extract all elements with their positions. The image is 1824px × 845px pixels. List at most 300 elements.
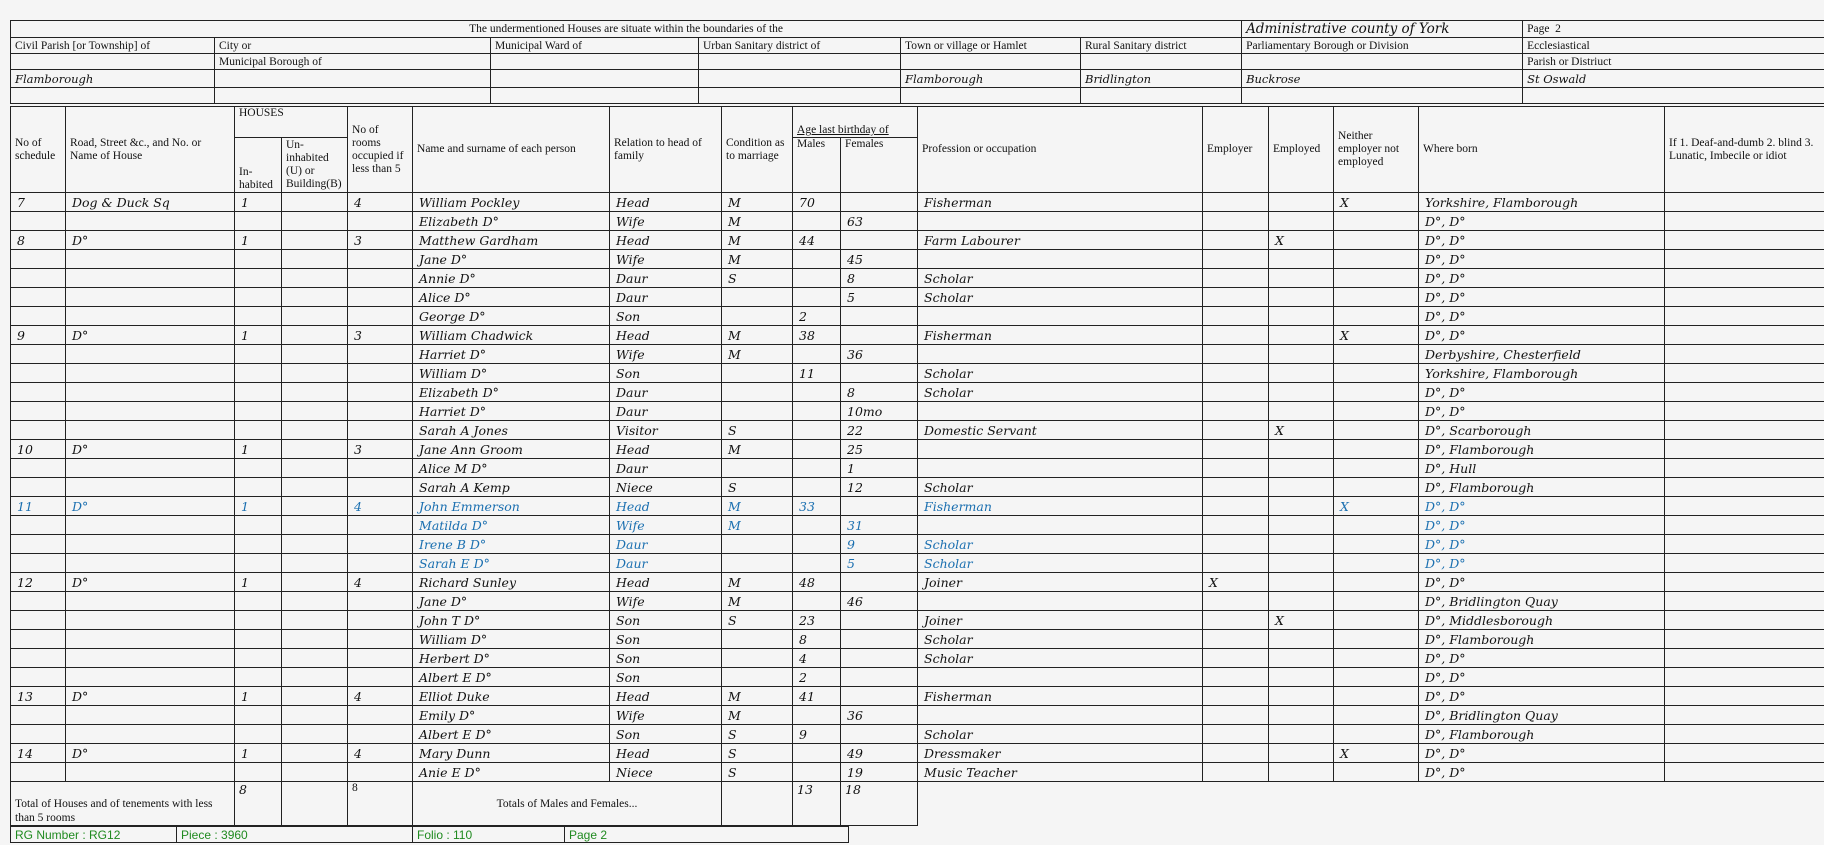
cell-rel: Son <box>610 668 722 687</box>
cell-inf <box>1665 326 1824 345</box>
cell-emp <box>1203 687 1269 706</box>
cell-born: D°, D° <box>1419 497 1665 516</box>
table-row <box>11 763 1824 782</box>
cell-cond <box>722 364 793 383</box>
cell-female <box>841 630 918 649</box>
cell-born: D°, Middlesborough <box>1419 611 1665 630</box>
totals-rooms: 8 <box>348 782 413 826</box>
cell-male: 38 <box>793 326 841 345</box>
cell-name: John T D° <box>413 611 610 630</box>
table-row <box>11 535 1824 554</box>
col-schedule: No of schedule <box>11 107 66 193</box>
cell-sched <box>11 763 66 782</box>
totals-houses-label: Total of Houses and of tenements with less than 5 rooms <box>11 782 235 826</box>
cell-cond: M <box>722 592 793 611</box>
cell-male: 41 <box>793 687 841 706</box>
cell-emp <box>1203 250 1269 269</box>
cell-emp <box>1203 611 1269 630</box>
cell-born: D°, D° <box>1419 649 1665 668</box>
cell-inh <box>235 611 282 630</box>
table-row <box>11 611 1824 630</box>
cell-female <box>841 611 918 630</box>
cell-female <box>841 649 918 668</box>
cell-rel: Head <box>610 573 722 592</box>
cell-female <box>841 497 918 516</box>
cell-name: Anie E D° <box>413 763 610 782</box>
cell-uninh <box>282 326 348 345</box>
value-civil-parish: Flamborough <box>11 70 215 88</box>
cell-rooms <box>348 554 413 573</box>
cell-rooms <box>348 288 413 307</box>
cell-road <box>66 535 235 554</box>
cell-sched: 10 <box>11 440 66 459</box>
cell-neither: X <box>1334 193 1419 212</box>
cell-sched: 7 <box>11 193 66 212</box>
cell-rel: Head <box>610 231 722 250</box>
cell-inf <box>1665 402 1824 421</box>
cell-female <box>841 307 918 326</box>
cell-inh: 1 <box>235 687 282 706</box>
cell-empd <box>1269 288 1334 307</box>
cell-name: Richard Sunley <box>413 573 610 592</box>
cell-road <box>66 478 235 497</box>
cell-born: D°, D° <box>1419 668 1665 687</box>
cell-female: 5 <box>841 554 918 573</box>
cell-road <box>66 459 235 478</box>
cell-emp <box>1203 440 1269 459</box>
cell-road: D° <box>66 497 235 516</box>
cell-female: 19 <box>841 763 918 782</box>
cell-empd <box>1269 744 1334 763</box>
label-parliamentary: Parliamentary Borough or Division <box>1242 38 1523 54</box>
cell-cond: M <box>722 212 793 231</box>
cell-inf <box>1665 269 1824 288</box>
cell-empd <box>1269 269 1334 288</box>
cell-male: 70 <box>793 193 841 212</box>
footer-rg: RG Number : RG12 <box>11 827 177 843</box>
cell-empd <box>1269 649 1334 668</box>
header-title: The undermentioned Houses are situate within the boundaries of the <box>11 21 1242 38</box>
cell-inf <box>1665 649 1824 668</box>
cell-female: 5 <box>841 288 918 307</box>
cell-male <box>793 440 841 459</box>
cell-inh <box>235 535 282 554</box>
cell-neither <box>1334 668 1419 687</box>
cell-inf <box>1665 630 1824 649</box>
cell-inf <box>1665 193 1824 212</box>
cell-name: Sarah A Kemp <box>413 478 610 497</box>
cell-emp <box>1203 231 1269 250</box>
cell-cond: S <box>722 611 793 630</box>
cell-inh <box>235 307 282 326</box>
table-row <box>11 554 1824 573</box>
table-row <box>11 345 1824 364</box>
table-row <box>11 383 1824 402</box>
cell-sched <box>11 212 66 231</box>
cell-born: D°, Flamborough <box>1419 440 1665 459</box>
cell-prof: Scholar <box>918 269 1203 288</box>
cell-name: Alice M D° <box>413 459 610 478</box>
cell-road <box>66 383 235 402</box>
cell-rel: Head <box>610 497 722 516</box>
page-value: 2 <box>1555 23 1561 35</box>
cell-rooms <box>348 383 413 402</box>
table-row <box>11 212 1824 231</box>
cell-male <box>793 402 841 421</box>
cell-uninh <box>282 440 348 459</box>
cell-neither <box>1334 383 1419 402</box>
cell-rel: Daur <box>610 459 722 478</box>
cell-inh <box>235 212 282 231</box>
cell-empd <box>1269 497 1334 516</box>
cell-neither <box>1334 440 1419 459</box>
cell-inf <box>1665 288 1824 307</box>
cell-empd <box>1269 668 1334 687</box>
label-ecclesiastical: Ecclesiastical <box>1523 38 1824 54</box>
cell-emp <box>1203 668 1269 687</box>
cell-sched <box>11 535 66 554</box>
totals-inhabited: 8 <box>235 782 282 826</box>
cell-male <box>793 706 841 725</box>
cell-female: 12 <box>841 478 918 497</box>
cell-cond <box>722 668 793 687</box>
cell-uninh <box>282 687 348 706</box>
cell-rooms <box>348 364 413 383</box>
cell-emp <box>1203 288 1269 307</box>
cell-rel: Wife <box>610 706 722 725</box>
value-parliamentary: Buckrose <box>1242 70 1523 88</box>
cell-cond: S <box>722 269 793 288</box>
cell-uninh <box>282 288 348 307</box>
cell-sched <box>11 364 66 383</box>
cell-female <box>841 231 918 250</box>
cell-cond <box>722 535 793 554</box>
cell-born: D°, D° <box>1419 687 1665 706</box>
cell-empd <box>1269 592 1334 611</box>
cell-empd <box>1269 250 1334 269</box>
cell-prof: Fisherman <box>918 687 1203 706</box>
cell-cond <box>722 554 793 573</box>
cell-rel: Son <box>610 725 722 744</box>
cell-prof <box>918 668 1203 687</box>
cell-cond <box>722 383 793 402</box>
cell-sched <box>11 649 66 668</box>
cell-rel: Wife <box>610 516 722 535</box>
cell-rooms: 3 <box>348 231 413 250</box>
cell-sched <box>11 725 66 744</box>
page-number-cell <box>1523 21 1824 38</box>
col-males: Males <box>793 138 841 193</box>
table-row <box>11 649 1824 668</box>
cell-inh <box>235 421 282 440</box>
cell-cond: M <box>722 687 793 706</box>
cell-sched <box>11 307 66 326</box>
cell-road <box>66 763 235 782</box>
cell-cond: M <box>722 516 793 535</box>
cell-rooms <box>348 212 413 231</box>
cell-prof: Music Teacher <box>918 763 1203 782</box>
cell-inh <box>235 345 282 364</box>
table-row <box>11 516 1824 535</box>
cell-rel: Son <box>610 611 722 630</box>
cell-prof <box>918 250 1203 269</box>
table-row <box>11 193 1824 212</box>
cell-prof: Scholar <box>918 630 1203 649</box>
table-row <box>11 364 1824 383</box>
cell-road <box>66 212 235 231</box>
totals-males: 13 <box>793 782 841 826</box>
col-road: Road, Street &c., and No. or Name of House <box>66 107 235 193</box>
cell-born: D°, D° <box>1419 212 1665 231</box>
cell-rel: Wife <box>610 250 722 269</box>
cell-neither <box>1334 630 1419 649</box>
cell-name: Harriet D° <box>413 345 610 364</box>
cell-road <box>66 516 235 535</box>
table-row <box>11 744 1824 763</box>
cell-inh <box>235 478 282 497</box>
cell-sched <box>11 402 66 421</box>
label-city-or: City or <box>215 38 491 54</box>
cell-name: Annie D° <box>413 269 610 288</box>
table-row <box>11 706 1824 725</box>
table-row <box>11 269 1824 288</box>
cell-inh <box>235 250 282 269</box>
cell-cond: M <box>722 231 793 250</box>
cell-inh: 1 <box>235 497 282 516</box>
cell-male <box>793 421 841 440</box>
cell-empd <box>1269 440 1334 459</box>
cell-empd <box>1269 554 1334 573</box>
cell-neither <box>1334 535 1419 554</box>
cell-road <box>66 269 235 288</box>
cell-rooms <box>348 421 413 440</box>
table-row <box>11 478 1824 497</box>
cell-rooms <box>348 668 413 687</box>
cell-neither <box>1334 307 1419 326</box>
label-urban-sanitary: Urban Sanitary district of <box>699 38 901 54</box>
cell-name: Elizabeth D° <box>413 383 610 402</box>
cell-prof <box>918 592 1203 611</box>
cell-rel: Head <box>610 326 722 345</box>
cell-prof: Fisherman <box>918 497 1203 516</box>
cell-rel: Niece <box>610 763 722 782</box>
cell-sched <box>11 269 66 288</box>
table-row <box>11 630 1824 649</box>
col-age: Age last birthday of <box>793 107 918 138</box>
cell-cond: M <box>722 440 793 459</box>
cell-rel: Wife <box>610 345 722 364</box>
cell-neither <box>1334 516 1419 535</box>
cell-emp <box>1203 592 1269 611</box>
cell-female: 49 <box>841 744 918 763</box>
cell-prof: Farm Labourer <box>918 231 1203 250</box>
table-row <box>11 497 1824 516</box>
totals-females: 18 <box>841 782 918 826</box>
cell-rooms: 4 <box>348 687 413 706</box>
table-row <box>11 307 1824 326</box>
cell-male <box>793 763 841 782</box>
cell-male <box>793 459 841 478</box>
cell-female: 45 <box>841 250 918 269</box>
cell-inf <box>1665 725 1824 744</box>
cell-road <box>66 307 235 326</box>
cell-uninh <box>282 250 348 269</box>
cell-emp <box>1203 269 1269 288</box>
cell-uninh <box>282 497 348 516</box>
cell-female <box>841 725 918 744</box>
cell-inf <box>1665 364 1824 383</box>
cell-neither: X <box>1334 497 1419 516</box>
cell-inf <box>1665 573 1824 592</box>
cell-name: George D° <box>413 307 610 326</box>
cell-prof: Fisherman <box>918 193 1203 212</box>
cell-road <box>66 421 235 440</box>
cell-neither <box>1334 402 1419 421</box>
cell-rooms: 3 <box>348 326 413 345</box>
cell-rel: Daur <box>610 269 722 288</box>
cell-rooms <box>348 763 413 782</box>
cell-uninh <box>282 763 348 782</box>
value-town-village: Flamborough <box>901 70 1081 88</box>
cell-road <box>66 630 235 649</box>
cell-female: 8 <box>841 269 918 288</box>
cell-emp <box>1203 345 1269 364</box>
cell-uninh <box>282 212 348 231</box>
cell-rel: Head <box>610 744 722 763</box>
cell-cond: M <box>722 497 793 516</box>
cell-name: John Emmerson <box>413 497 610 516</box>
cell-neither <box>1334 250 1419 269</box>
cell-born: D°, D° <box>1419 383 1665 402</box>
cell-empd <box>1269 307 1334 326</box>
cell-name: Elizabeth D° <box>413 212 610 231</box>
label-municipal-ward: Municipal Ward of <box>491 38 699 54</box>
cell-rooms <box>348 345 413 364</box>
cell-female <box>841 193 918 212</box>
cell-cond: M <box>722 345 793 364</box>
cell-rel: Wife <box>610 212 722 231</box>
cell-prof: Joiner <box>918 573 1203 592</box>
cell-prof: Scholar <box>918 288 1203 307</box>
cell-cond <box>722 630 793 649</box>
cell-born: D°, D° <box>1419 269 1665 288</box>
cell-uninh <box>282 668 348 687</box>
cell-empd <box>1269 706 1334 725</box>
cell-empd <box>1269 193 1334 212</box>
cell-rooms <box>348 269 413 288</box>
cell-born: D°, D° <box>1419 288 1665 307</box>
cell-emp <box>1203 212 1269 231</box>
cell-empd <box>1269 573 1334 592</box>
cell-rel: Daur <box>610 535 722 554</box>
col-condition: Condition as to marriage <box>722 107 793 193</box>
cell-cond <box>722 649 793 668</box>
cell-male <box>793 212 841 231</box>
cell-rooms <box>348 307 413 326</box>
col-inhabited: In- habited <box>235 138 282 193</box>
cell-cond: S <box>722 763 793 782</box>
table-row <box>11 687 1824 706</box>
cell-male: 23 <box>793 611 841 630</box>
table-row <box>11 288 1824 307</box>
cell-inf <box>1665 497 1824 516</box>
cell-born: D°, D° <box>1419 231 1665 250</box>
cell-male: 44 <box>793 231 841 250</box>
cell-inf <box>1665 611 1824 630</box>
cell-name: Jane D° <box>413 250 610 269</box>
cell-uninh <box>282 307 348 326</box>
cell-name: Emily D° <box>413 706 610 725</box>
cell-inh <box>235 402 282 421</box>
cell-born: D°, Flamborough <box>1419 478 1665 497</box>
col-employed: Employed <box>1269 107 1334 193</box>
cell-female <box>841 573 918 592</box>
table-row <box>11 440 1824 459</box>
cell-emp <box>1203 383 1269 402</box>
page-label: Page <box>1527 23 1550 35</box>
cell-empd <box>1269 478 1334 497</box>
cell-female <box>841 687 918 706</box>
cell-cond <box>722 402 793 421</box>
cell-uninh <box>282 592 348 611</box>
cell-born: D°, Flamborough <box>1419 630 1665 649</box>
cell-sched <box>11 630 66 649</box>
cell-name: Matilda D° <box>413 516 610 535</box>
col-neither: Neither employer not employed <box>1334 107 1419 193</box>
cell-inf <box>1665 706 1824 725</box>
cell-male <box>793 554 841 573</box>
cell-uninh <box>282 193 348 212</box>
cell-name: Herbert D° <box>413 649 610 668</box>
cell-sched: 12 <box>11 573 66 592</box>
cell-uninh <box>282 516 348 535</box>
cell-empd <box>1269 516 1334 535</box>
cell-uninh <box>282 478 348 497</box>
cell-inf <box>1665 744 1824 763</box>
cell-inf <box>1665 440 1824 459</box>
cell-born: D°, D° <box>1419 326 1665 345</box>
cell-female: 25 <box>841 440 918 459</box>
cell-empd: X <box>1269 421 1334 440</box>
footer-table <box>10 826 849 843</box>
cell-female: 1 <box>841 459 918 478</box>
cell-female <box>841 364 918 383</box>
cell-male <box>793 478 841 497</box>
cell-empd <box>1269 687 1334 706</box>
cell-uninh <box>282 573 348 592</box>
cell-rel: Head <box>610 687 722 706</box>
cell-rel: Wife <box>610 592 722 611</box>
cell-road: D° <box>66 326 235 345</box>
cell-sched <box>11 478 66 497</box>
cell-neither <box>1334 687 1419 706</box>
cell-male <box>793 592 841 611</box>
cell-road <box>66 706 235 725</box>
cell-female <box>841 326 918 345</box>
cell-rel: Head <box>610 440 722 459</box>
cell-male <box>793 535 841 554</box>
cell-uninh <box>282 725 348 744</box>
cell-rel: Son <box>610 364 722 383</box>
cell-road: Dog & Duck Sq <box>66 193 235 212</box>
cell-prof: Scholar <box>918 554 1203 573</box>
cell-neither <box>1334 288 1419 307</box>
cell-inf <box>1665 535 1824 554</box>
cell-rel: Son <box>610 649 722 668</box>
cell-sched <box>11 554 66 573</box>
cell-rooms: 4 <box>348 573 413 592</box>
cell-road <box>66 364 235 383</box>
